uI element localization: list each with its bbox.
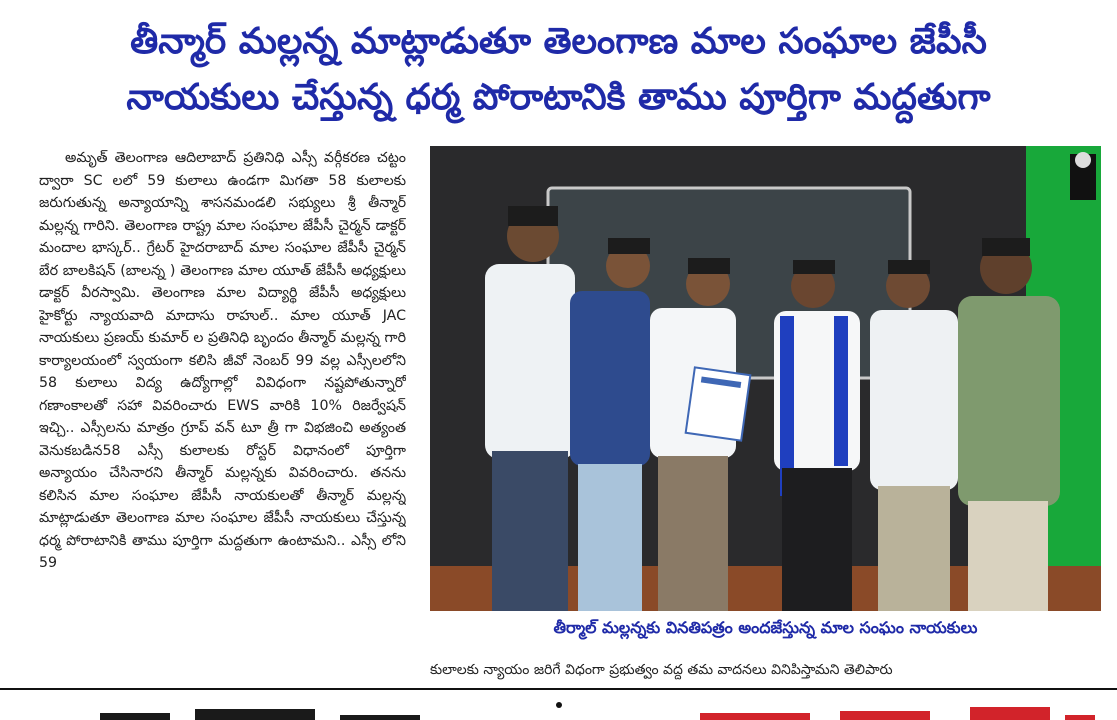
article-headline: [0, 14, 1117, 126]
next-headline-right-fragment: [700, 705, 1100, 720]
article-continuation: కులాలకు న్యాయం జరిగే విధంగా ప్రభుత్వం వద్ద తమ వాదనలు వినిపిస్తామని తెలిపారు: [430, 662, 893, 678]
article-body: [39, 147, 406, 687]
news-photo: [430, 146, 1101, 611]
cropped-previous-text: [0, 0, 1117, 8]
headline-line-1: తీన్మార్ మల్లన్న మాట్లాడుతూ తెలంగాణ మాల సంఘాల జేపీసీ: [130, 21, 987, 62]
next-headline-left-fragment: [100, 705, 430, 720]
headline-line-2: నాయకులు చేస్తున్న ధర్మ పోరాటానికి తాము పూర్తిగా మద్దతుగా: [126, 77, 991, 118]
next-article-headline-fragment: [0, 695, 1117, 720]
section-divider: [0, 688, 1117, 690]
article-body-paragraph: అమృత్ తెలంగాణ ఆదిలాబాద్ ప్రతినిధి ఎస్సీ వర్గీకరణ చట్టం ద్వారా SC లలో 59 కులాలు ఉండగా మిగతా 58 కులాలకు జరుగుతున్న అన్యాయాన్ని శాసనమండలి సభ్యులు శ్రీ తీన్మార్ మల్లన్న గారిని. తెలంగాణ రాష్ట్ర మాల సంఘాల జేపీసీ చైర్మన్ డాక్టర్ మందాల భాస్కర్.. గ్రేటర్ హైదరాబాద్ మాల సంఘాల జేపీసీ చైర్మన్ బేర బాలకిషన్ (బాలన్న ) తెలంగాణ మాల యూత్ జేపీసీ అధ్యక్షులు డాక్టర్ వీరస్వామి. తెలంగాణ మాల విద్యార్థి జేపీసీ అధ్యక్షులు హైకోర్టు న్యాయవాది మాదాసు రాహుల్.. మాల యూత్ JAC నాయకులు ప్రణయ్ కుమార్ ల ప్రతినిధి బృందం తీన్మార్ మల్లన్న గారి కార్యాలయంలో స్వయంగా కలిసి జీవో నెంబర్ 99 వల్ల ఎస్సీలలోని 58 కులాలు విద్య ఉద్యోగాల్లో వివిధంగా నష్టపోతున్నారో గణాంకాలతో సహా వివరించారు EWS వారికి 10% రిజర్వేషన్ ఇచ్చి.. ఎస్సీలను మాత్రం గ్రూప్ వన్ టూ త్రీ గా విభజించి అత్యంత వెనుకబడిన58 ఎస్సీ కులాలకు రోస్టర్ విధానంలో పూర్తిగా అన్యాయం చేసినారని తీన్మార్ మల్లన్నకు వివరించారు. తనను కలిసిన మాల సంఘాల జేపీసీ నాయకులతో తీన్మార్ మల్లన్న మాట్లాడుతూ తెలంగాణ మాల సంఘాల జేపీసీ నాయకులు చేస్తున్న ధర్మ పోరాటానికి తాము పూర్తిగా మద్దతుగా ఉంటామని.. ఎస్సీ లోని 59: [39, 150, 406, 571]
photo-caption: తీర్మాల్ మల్లన్నకు వినతిపత్రం అందజేస్తున్న మాల సంఘం నాయకులు: [553, 618, 978, 637]
